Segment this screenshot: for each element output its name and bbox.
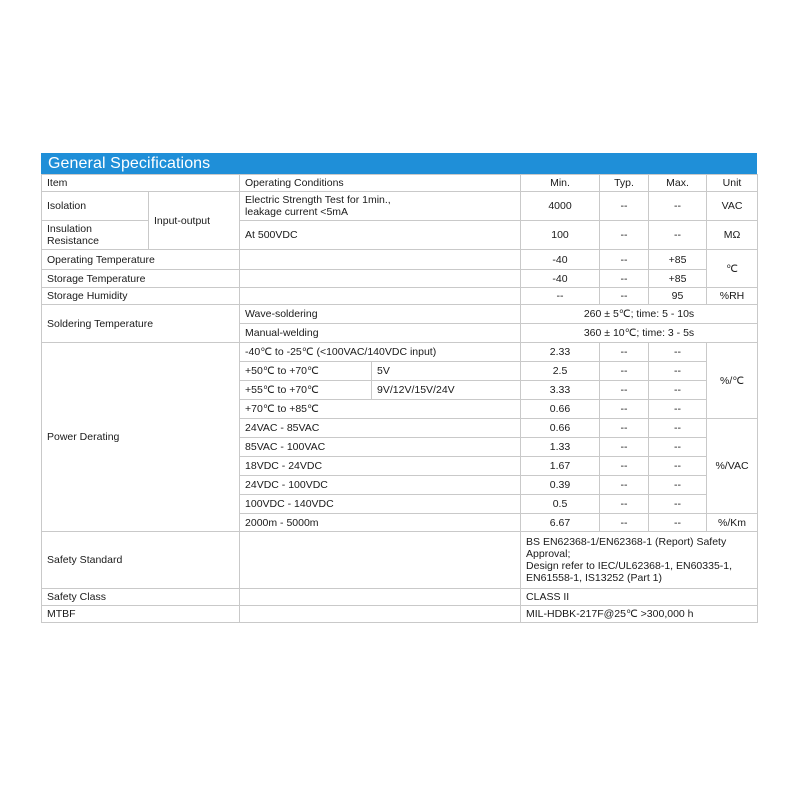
derating-8-conditions: 24VDC - 100VDC	[240, 476, 521, 495]
storage-humidity-typ: --	[600, 288, 649, 305]
derating-7-typ: --	[600, 457, 649, 476]
storage-humidity-min: --	[521, 288, 600, 305]
derating-6-min: 1.33	[521, 438, 600, 457]
table-row-operating-temperature	[42, 250, 758, 270]
storage-humidity-label: Storage Humidity	[42, 288, 240, 305]
derating-5-max: --	[649, 419, 707, 438]
derating-3-max: --	[649, 381, 707, 400]
derating-6-max: --	[649, 438, 707, 457]
safety-class-label: Safety Class	[42, 589, 240, 606]
derating-1-conditions: -40℃ to -25℃ (<100VAC/140VDC input)	[240, 343, 521, 362]
insulation-typ: --	[600, 221, 649, 250]
mtbf-label: MTBF	[42, 606, 240, 623]
safety-standard-label: Safety Standard	[42, 532, 240, 589]
insulation-min: 100	[521, 221, 600, 250]
insulation-max: --	[649, 221, 707, 250]
derating-10-min: 6.67	[521, 514, 600, 532]
isolation-conditions	[240, 192, 521, 221]
manual-welding-label: Manual-welding	[240, 324, 521, 343]
safety-class-value: CLASS II	[521, 589, 758, 606]
derating-9-max: --	[649, 495, 707, 514]
safety-standard-line2: Approval;	[526, 548, 571, 560]
derating-unit-per-celsius: %/℃	[707, 343, 758, 419]
storage-temp-min: -40	[521, 270, 600, 288]
derating-8-min: 0.39	[521, 476, 600, 495]
derating-10-unit: %/Km	[707, 514, 758, 532]
derating-4-min: 0.66	[521, 400, 600, 419]
derating-7-max: --	[649, 457, 707, 476]
isolation-cond-line2: leakage current <5mA	[245, 206, 349, 218]
isolation-label: Isolation	[42, 192, 149, 221]
table-row-storage-humidity	[42, 288, 758, 305]
derating-2-conditions: +50℃ to +70℃	[240, 362, 372, 381]
derating-2-min: 2.5	[521, 362, 600, 381]
derating-3-output: 9V/12V/15V/24V	[372, 381, 521, 400]
isolation-min: 4000	[521, 192, 600, 221]
derating-6-conditions: 85VAC - 100VAC	[240, 438, 521, 457]
safety-standard-line1: BS EN62368-1/EN62368-1 (Report) Safety	[526, 536, 727, 548]
isolation-cond-line1: Electric Strength Test for 1min.,	[245, 194, 391, 206]
isolation-unit: VAC	[707, 192, 758, 221]
storage-humidity-unit: %RH	[707, 288, 758, 305]
table-row-isolation	[42, 192, 758, 221]
derating-5-typ: --	[600, 419, 649, 438]
header-item: Item	[42, 175, 240, 192]
storage-humidity-max: 95	[649, 288, 707, 305]
header-conditions: Operating Conditions	[240, 175, 521, 192]
operating-temp-min: -40	[521, 250, 600, 270]
derating-10-conditions: 2000m - 5000m	[240, 514, 521, 532]
storage-temp-label: Storage Temperature	[42, 270, 240, 288]
isolation-typ: --	[600, 192, 649, 221]
storage-temp-typ: --	[600, 270, 649, 288]
header-unit: Unit	[707, 175, 758, 192]
insulation-conditions: At 500VDC	[240, 221, 521, 250]
derating-3-conditions: +55℃ to +70℃	[240, 381, 372, 400]
derating-8-max: --	[649, 476, 707, 495]
wave-soldering-label: Wave-soldering	[240, 305, 521, 324]
safety-standard-value	[521, 532, 758, 589]
insulation-unit: MΩ	[707, 221, 758, 250]
soldering-temp-label: Soldering Temperature	[42, 305, 240, 343]
safety-standard-conditions	[240, 532, 521, 589]
table-row-wave-soldering	[42, 305, 758, 324]
general-specifications-sheet	[41, 153, 757, 623]
derating-5-min: 0.66	[521, 419, 600, 438]
safety-standard-line3: Design refer to IEC/UL62368-1, EN60335-1,	[526, 560, 733, 572]
derating-6-typ: --	[600, 438, 649, 457]
power-derating-label: Power Derating	[42, 343, 240, 532]
derating-4-conditions: +70℃ to +85℃	[240, 400, 521, 419]
derating-4-typ: --	[600, 400, 649, 419]
derating-9-min: 0.5	[521, 495, 600, 514]
insulation-label-line1: Insulation	[47, 223, 92, 235]
manual-welding-spec: 360 ± 10℃; time: 3 - 5s	[521, 324, 758, 343]
input-output-group: Input-output	[149, 192, 240, 250]
table-row-storage-temperature	[42, 270, 758, 288]
derating-5-conditions: 24VAC - 85VAC	[240, 419, 521, 438]
table-row-safety-standard	[42, 532, 758, 589]
table-header-row	[42, 175, 758, 192]
operating-temp-conditions	[240, 250, 521, 270]
operating-temp-typ: --	[600, 250, 649, 270]
insulation-label	[42, 221, 149, 250]
safety-class-conditions	[240, 589, 521, 606]
derating-4-max: --	[649, 400, 707, 419]
derating-9-typ: --	[600, 495, 649, 514]
table-row-safety-class	[42, 589, 758, 606]
isolation-max: --	[649, 192, 707, 221]
storage-humidity-conditions	[240, 288, 521, 305]
safety-standard-line4: EN61558-1, IS13252 (Part 1)	[526, 572, 663, 584]
table-row-derating-1	[42, 343, 758, 362]
derating-1-max: --	[649, 343, 707, 362]
wave-soldering-spec: 260 ± 5℃; time: 5 - 10s	[521, 305, 758, 324]
storage-temp-conditions	[240, 270, 521, 288]
mtbf-value: MIL-HDBK-217F@25℃ >300,000 h	[521, 606, 758, 623]
derating-1-typ: --	[600, 343, 649, 362]
storage-temp-max: +85	[649, 270, 707, 288]
derating-3-min: 3.33	[521, 381, 600, 400]
mtbf-conditions	[240, 606, 521, 623]
section-title-banner: General Specifications	[41, 153, 757, 174]
derating-7-min: 1.67	[521, 457, 600, 476]
derating-8-typ: --	[600, 476, 649, 495]
derating-unit-per-vac: %/VAC	[707, 419, 758, 514]
derating-10-typ: --	[600, 514, 649, 532]
header-min: Min.	[521, 175, 600, 192]
header-max: Max.	[649, 175, 707, 192]
derating-9-conditions: 100VDC - 140VDC	[240, 495, 521, 514]
derating-2-max: --	[649, 362, 707, 381]
derating-7-conditions: 18VDC - 24VDC	[240, 457, 521, 476]
table-row-mtbf	[42, 606, 758, 623]
specifications-table	[41, 174, 758, 623]
derating-10-max: --	[649, 514, 707, 532]
operating-temp-label: Operating Temperature	[42, 250, 240, 270]
header-typ: Typ.	[600, 175, 649, 192]
operating-temp-max: +85	[649, 250, 707, 270]
temperature-unit: ℃	[707, 250, 758, 288]
derating-2-typ: --	[600, 362, 649, 381]
derating-3-typ: --	[600, 381, 649, 400]
derating-1-min: 2.33	[521, 343, 600, 362]
insulation-label-line2: Resistance	[47, 235, 99, 247]
derating-2-output: 5V	[372, 362, 521, 381]
